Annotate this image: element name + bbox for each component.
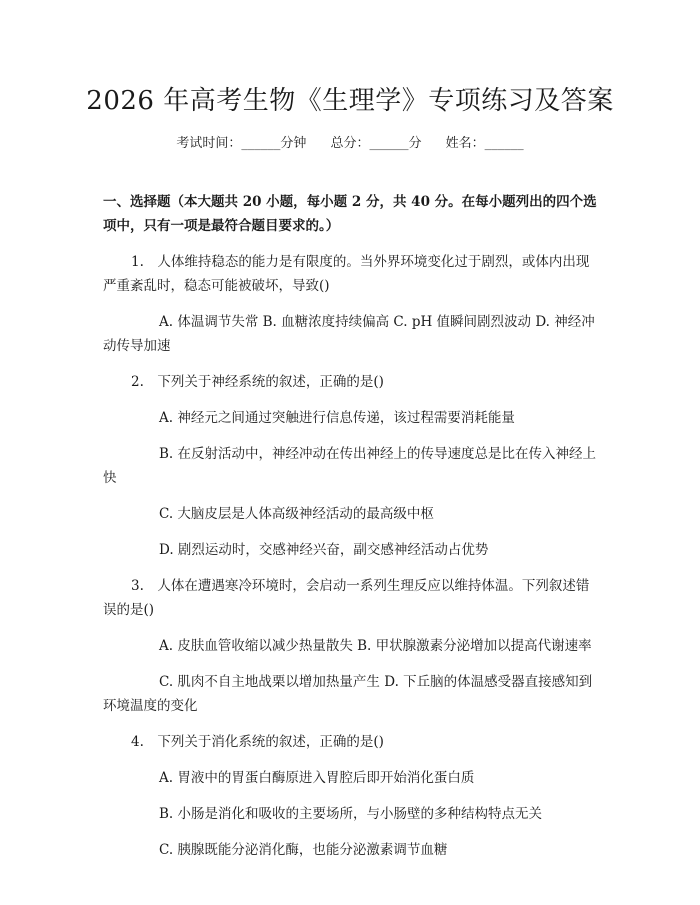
exam-meta bbox=[0, 132, 700, 151]
question-option: D. 剧烈运动时，交感神经兴奋，副交感神经活动占优势 bbox=[159, 542, 489, 558]
question-stem: 2. 下列关于神经系统的叙述，正确的是() bbox=[131, 374, 384, 390]
question-option: A. 胃液中的胃蛋白酶原进入胃腔后即开始消化蛋白质 bbox=[159, 770, 475, 786]
section-heading: 一、选择题（本大题共 20 小题，每小题 2 分，共 40 分。在每小题列出的四个选项中，只有一项是最符合题目要求的。） bbox=[103, 194, 597, 234]
question-option: A. 体温调节失常 B. 血糖浓度持续偏高 C. pH 值瞬间剧烈波动 D. 神经冲动传导加速 bbox=[103, 314, 595, 354]
total-score-field: 总分：______分 bbox=[330, 136, 422, 151]
student-name-field: 姓名：______ bbox=[445, 136, 524, 151]
question-option: C. 胰腺既能分泌消化酶，也能分泌激素调节血糖 bbox=[159, 842, 448, 858]
question-option: C. 大脑皮层是人体高级神经活动的最高级中枢 bbox=[159, 506, 434, 522]
page-title: 2026 年高考生物《生理学》专项练习及答案 bbox=[86, 86, 614, 116]
question-option: C. 肌肉不自主地战栗以增加热量产生 D. 下丘脑的体温感受器直接感知到环境温度的变化 bbox=[103, 674, 593, 714]
question-stem: 1. 人体维持稳态的能力是有限度的。当外界环境变化过于剧烈，或体内出现严重紊乱时，稳态可能被破坏，导致() bbox=[103, 254, 590, 294]
question-stem: 3. 人体在遭遇寒冷环境时，会启动一系列生理反应以维持体温。下列叙述错误的是() bbox=[103, 578, 590, 618]
exam-time-field: 考试时间：______分钟 bbox=[176, 136, 307, 151]
question-stem: 4. 下列关于消化系统的叙述，正确的是() bbox=[131, 734, 384, 750]
question-option: A. 皮肤血管收缩以减少热量散失 B. 甲状腺激素分泌增加以提高代谢速率 bbox=[159, 638, 592, 654]
question-option: B. 在反射活动中，神经冲动在传出神经上的传导速度总是比在传入神经上快 bbox=[103, 446, 597, 486]
question-option: A. 神经元之间通过突触进行信息传递，该过程需要消耗能量 bbox=[159, 410, 515, 426]
exam-content bbox=[103, 190, 600, 874]
question-option: B. 小肠是消化和吸收的主要场所，与小肠壁的多种结构特点无关 bbox=[159, 806, 543, 822]
